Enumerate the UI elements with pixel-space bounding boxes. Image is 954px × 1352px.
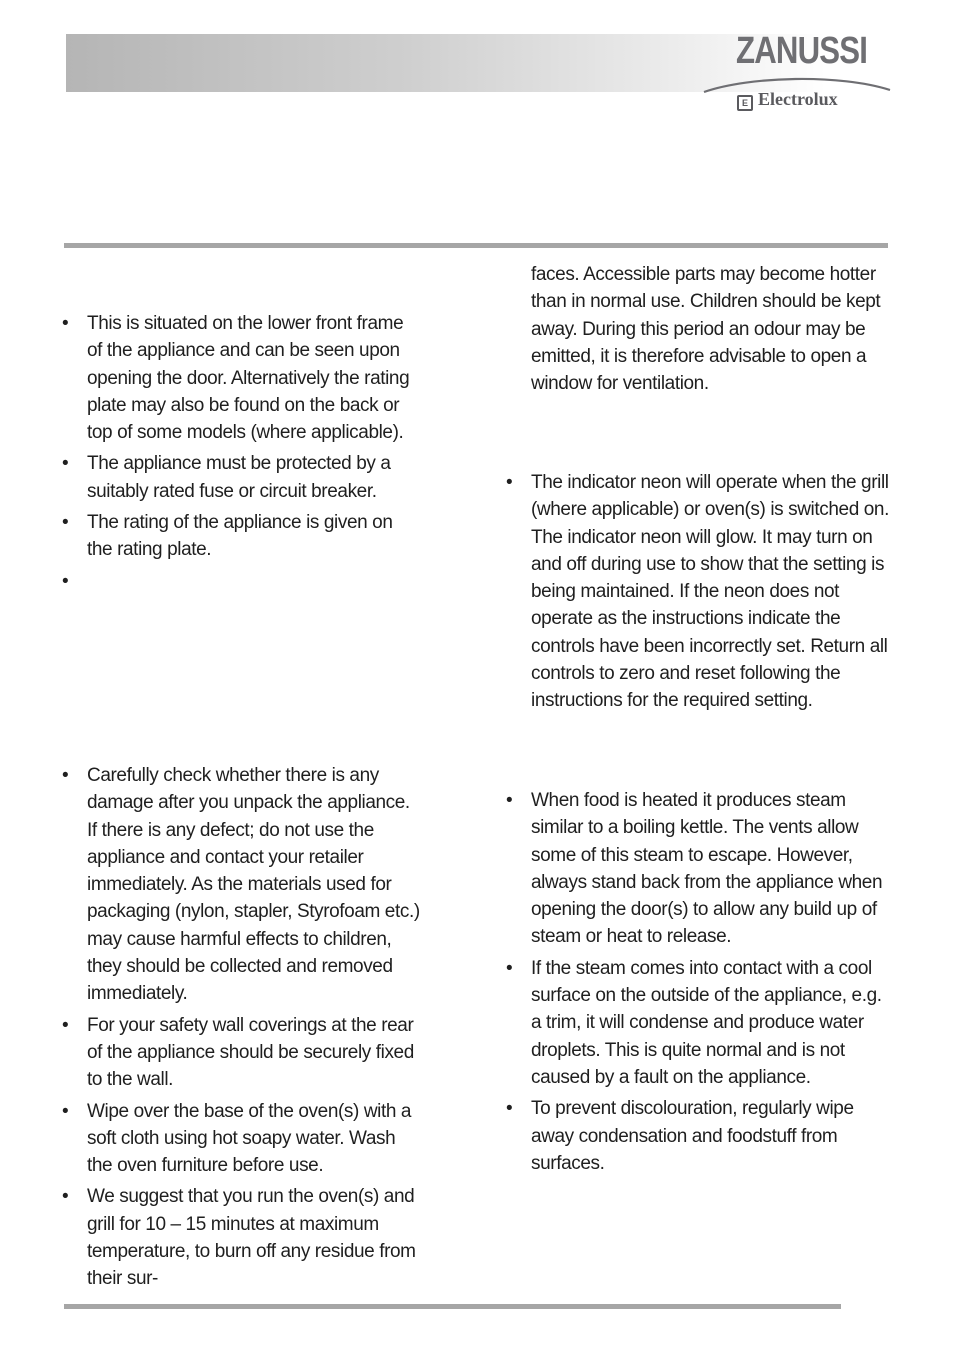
- list-item: • To prevent discolouration, regularly wipe away condensation and foodstuff from surfaces.: [506, 1095, 890, 1177]
- list-item: • This is situated on the lower front frame of the appliance and can be seen upon opening the door. Alternatively the rating plate may also be found on the back or top of some models (where applicable).: [62, 310, 422, 446]
- bullet-list: [506, 469, 890, 715]
- right-group-indicator: [506, 469, 890, 719]
- list-item: [62, 568, 422, 595]
- bullet-list: [506, 787, 890, 1177]
- list-item: • Wipe over the base of the oven(s) with a soft cloth using hot soapy water. Wash the oven furniture before use.: [62, 1098, 422, 1180]
- list-item: • We suggest that you run the oven(s) and grill for 10 – 15 minutes at maximum temperature, to burn off any residue from their sur-: [62, 1183, 422, 1292]
- right-group-steam: [506, 787, 890, 1181]
- electrolux-logo-icon: E: [737, 95, 753, 111]
- brand-logo: ZANUSSI: [736, 30, 868, 72]
- list-item: • If the steam comes into contact with a cool surface on the outside of the appliance, e.g. a trim, it will condense and produce water droplets. This is quite normal and is not caused by a fault on the appliance.: [506, 955, 890, 1091]
- bullet-list: [62, 310, 422, 595]
- sub-brand-logo: [737, 88, 838, 110]
- list-item: • For your safety wall coverings at the rear of the appliance should be securely fixed to the wall.: [62, 1012, 422, 1094]
- list-item: • The appliance must be protected by a suitably rated fuse or circuit breaker.: [62, 450, 422, 505]
- list-item: • When food is heated it produces steam similar to a boiling kettle. The vents allow some of this steam to escape. However, always stand back from the appliance when opening the door(s) to allow any build up of steam or heat to release.: [506, 787, 890, 951]
- bottom-rule: [64, 1304, 841, 1309]
- sub-brand-text: Electrolux: [758, 89, 838, 109]
- top-rule: [64, 243, 888, 248]
- left-group-rating: [62, 310, 422, 599]
- left-group-before-use: [62, 762, 422, 1297]
- continued-paragraph: faces. Accessible parts may become hotter than in normal use. Children should be kept away. During this period an odour may be emitted, it is therefore advisable to open a window for ventilation.: [531, 264, 881, 395]
- list-item: • Carefully check whether there is any damage after you unpack the appliance. If there is any defect; do not use the appliance and contact your retailer immediately. As the materials used for packaging (nylon, stapler, Styrofoam etc.) may cause harmful effects to children, they should be collected and removed immediately.: [62, 762, 422, 1008]
- bullet-list: [62, 762, 422, 1293]
- list-item: • The rating of the appliance is given on the rating plate.: [62, 509, 422, 564]
- list-item: • The indicator neon will operate when the grill (where applicable) or oven(s) is switched on. The indicator neon will glow. It may turn on and off during use to show that the setting is being maintained. If the neon does not operate as the instructions indicate the controls have been incorrectly set. Return all controls to zero and reset following the instructions for the required setting.: [506, 469, 890, 715]
